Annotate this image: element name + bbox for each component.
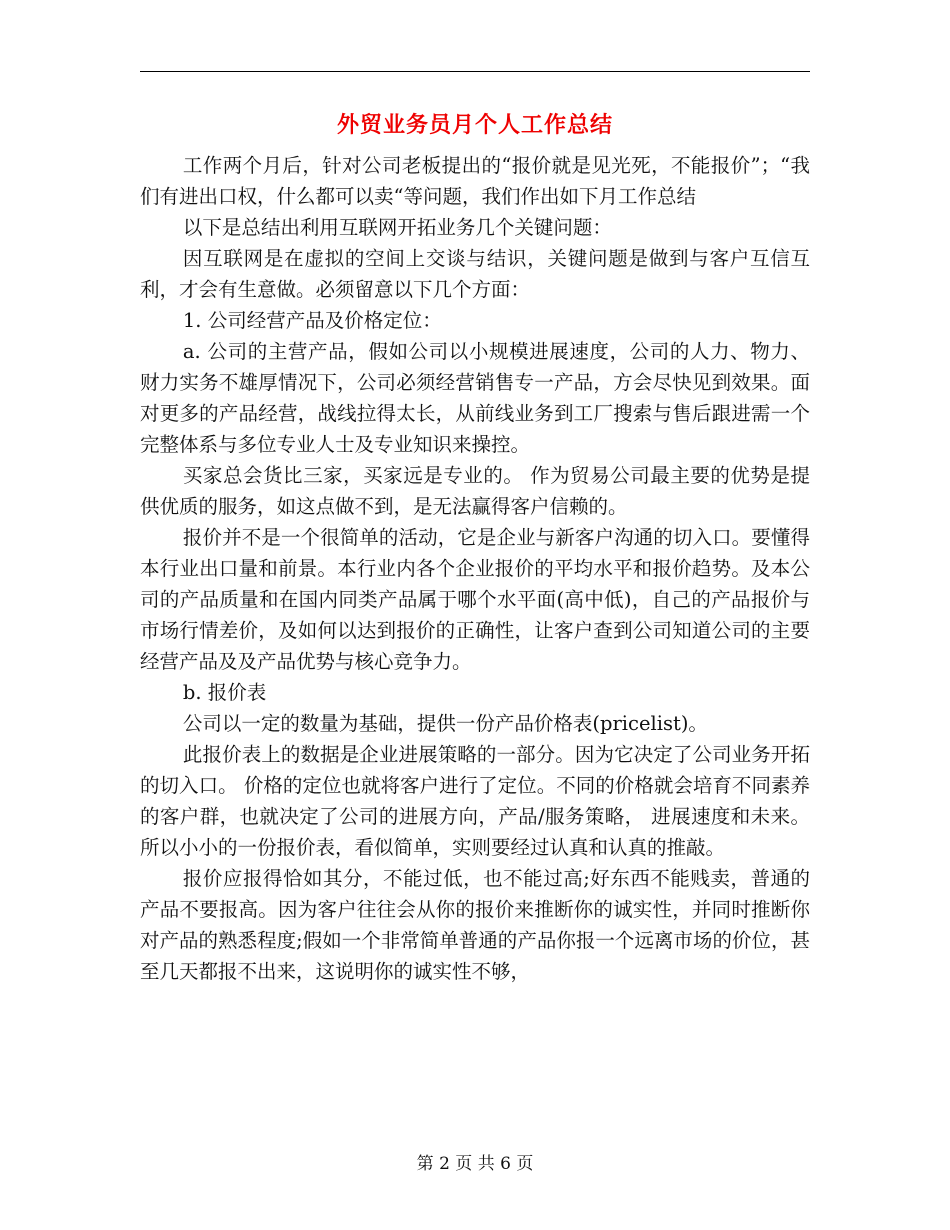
paragraph: 因互联网是在虚拟的空间上交谈与结识，关键问题是做到与客户互信互利，才会有生意做。必须留意以下几个方面： bbox=[140, 247, 810, 301]
paragraph: 报价并不是一个很简单的活动，它是企业与新客户沟通的切入口。要懂得本行业出口量和前景。本行业内各个企业报价的平均水平和报价趋势。及本公司的产品质量和在国内同类产品属于哪个水平面(高中低)，自己的产品报价与市场行情差价，及如何以达到报价的正确性，让客户查到公司知道公司的主要经营产品及及产品优势与核心竞争力。 bbox=[140, 526, 810, 673]
paragraph: 报价应报得恰如其分，不能过低，也不能过高;好东西不能贱卖，普通的产品不要报高。因为客户往往会从你的报价来推断你的诚实性，并同时推断你对产品的熟悉程度;假如一个非常简单普通的产品你报一个远离市场的价位，甚至几天都报不出来，这说明你的诚实性不够， bbox=[140, 867, 810, 983]
paragraph: 买家总会货比三家，买家远是专业的。 作为贸易公司最主要的优势是提供优质的服务，如这点做不到，是无法赢得客户信赖的。 bbox=[140, 464, 810, 518]
paragraph: 1. 公司经营产品及价格定位： bbox=[182, 309, 442, 332]
paragraph: 公司以一定的数量为基础，提供一份产品价格表(pricelist)。 bbox=[182, 712, 708, 735]
paragraph: a. 公司的主营产品，假如公司以小规模进展速度，公司的人力、物力、财力实务不雄厚情况下，公司必须经营销售专一产品，方会尽快见到效果。面对更多的产品经营，战线拉得太长，从前线业务到工厂搜索与售后跟进需一个完整体系与多位专业人士及专业知识来操控。 bbox=[140, 340, 810, 456]
page-footer: 第 2 页 共 6 页 bbox=[416, 1154, 534, 1174]
paragraph: 以下是总结出利用互联网开拓业务几个关键问题： bbox=[182, 216, 612, 239]
document-body bbox=[140, 150, 810, 987]
document-title: 外贸业务员月个人工作总结 bbox=[336, 112, 613, 138]
paragraph: b. 报价表 bbox=[182, 681, 267, 704]
paragraph: 此报价表上的数据是企业进展策略的一部分。因为它决定了公司业务开拓的切入口。 价格的定位也就将客户进行了定位。不同的价格就会培育不同素养的客户群，也就决定了公司的进展方向，产品/服务策略， 进展速度和未来。所以小小的一份报价表，看似简单，实则要经过认真和认真的推敲。 bbox=[140, 743, 810, 859]
header-rule bbox=[140, 71, 810, 72]
paragraph: 工作两个月后，针对公司老板提出的“报价就是见光死，不能报价”；“我们有进出口权，什么都可以卖“等问题，我们作出如下月工作总结 bbox=[140, 154, 810, 208]
